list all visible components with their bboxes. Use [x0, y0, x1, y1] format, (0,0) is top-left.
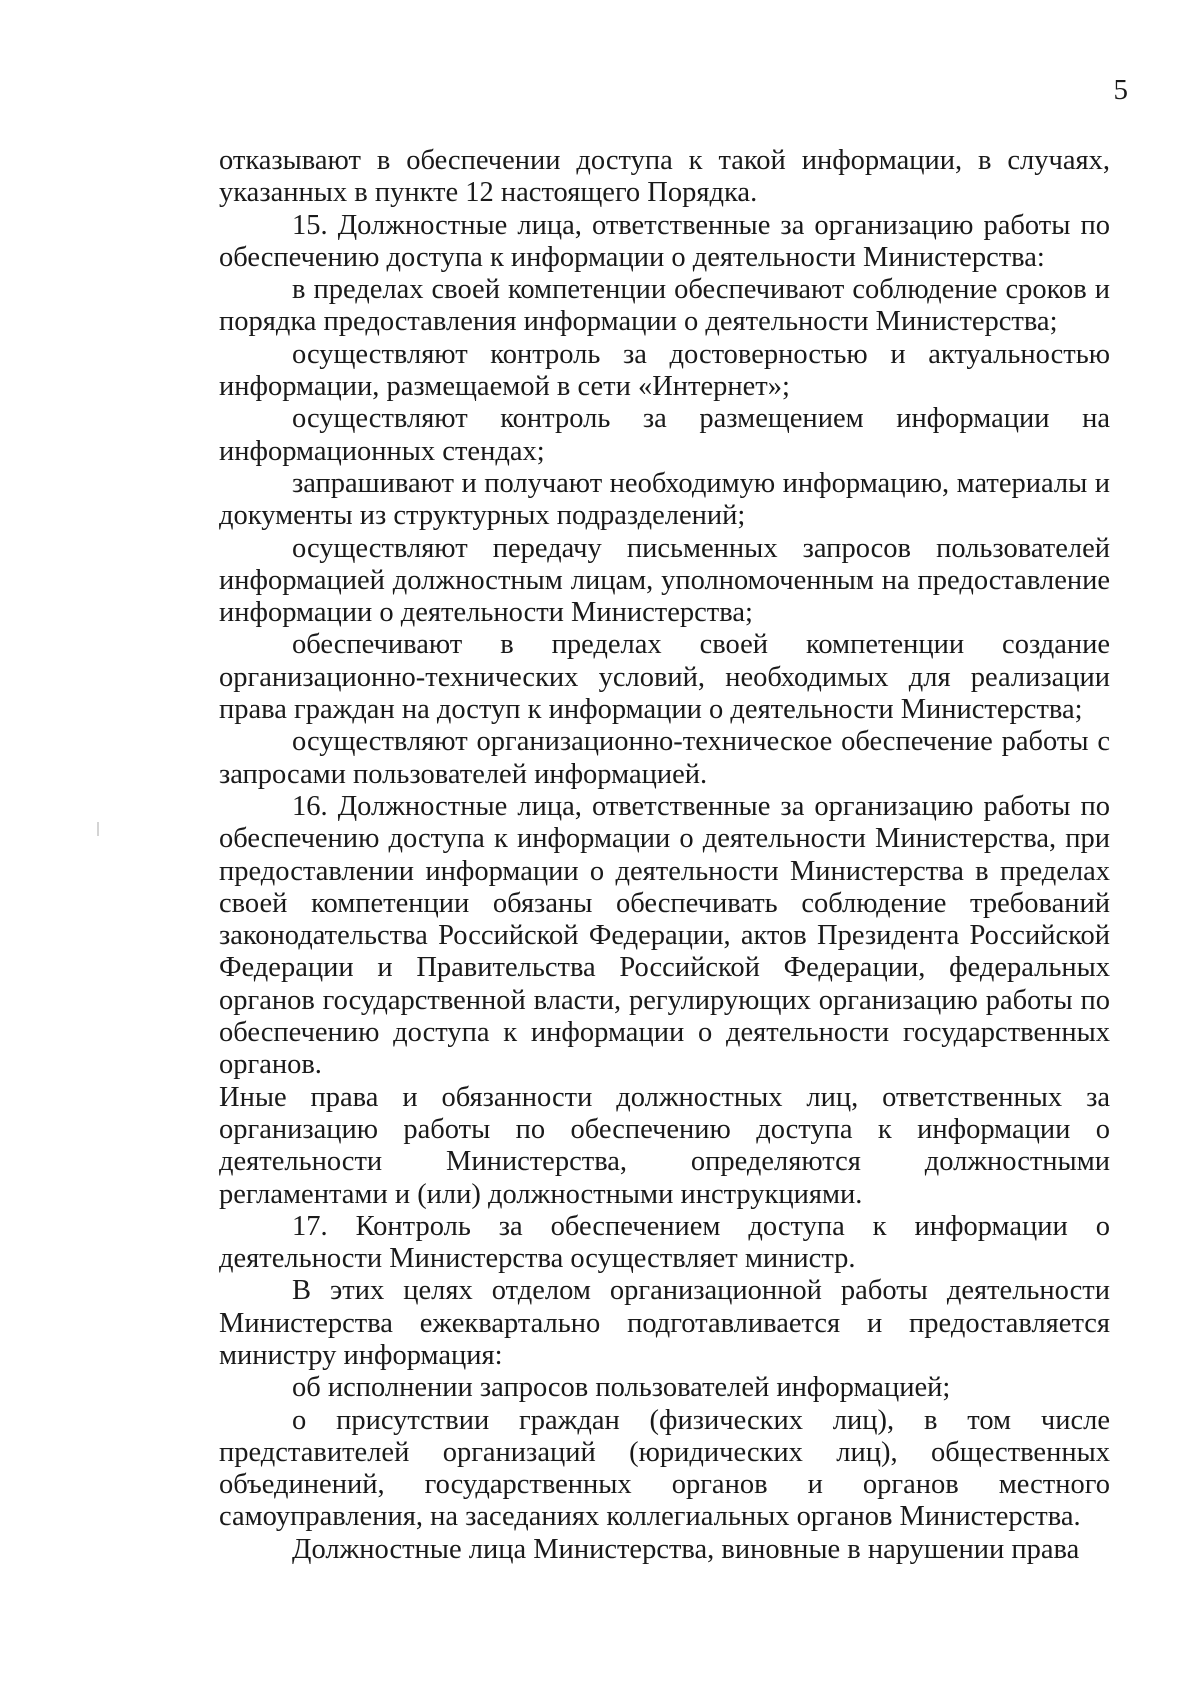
paragraph: отказывают в обеспечении доступа к такой информации, в случаях, указанных в пункте 12 настоящего Порядка. [219, 145, 1110, 209]
paragraph: о присутствии граждан (физических лиц), в том числе представителей организаций (юридических лиц), общественных объединений, государственных органов и органов местного самоуправления, на заседаниях коллегиальных органов Министерства. [219, 1404, 1110, 1533]
paragraph: об исполнении запросов пользователей информацией; [292, 1372, 951, 1404]
paragraph: В этих целях отделом организационной работы деятельности Министерства ежеквартально подготавливается и предоставляется министру информация: [219, 1275, 1110, 1371]
paragraph: запрашивают и получают необходимую информацию, материалы и документы из структурных подразделений; [219, 467, 1110, 532]
paragraph: Должностные лица Министерства, виновные в нарушении права [292, 1533, 1080, 1565]
paragraph-item-15: 15. Должностные лица, ответственные за организацию работы по обеспечению доступа к информации о деятельности Министерства: [219, 209, 1110, 273]
paragraph-item-17: 17. Контроль за обеспечением доступа к информации о деятельности Министерства осуществляет министр. [219, 1210, 1110, 1275]
paragraph: осуществляют контроль за достоверностью и актуальностью информации, размещаемой в сети «Интернет»; [219, 338, 1110, 403]
page-number: 5 [1113, 74, 1128, 106]
document-body [219, 145, 1110, 1566]
paragraph: обеспечивают в пределах своей компетенции создание организационно-технических условий, необходимых для реализации права граждан на доступ к информации о деятельности Министерства; [219, 629, 1110, 726]
scan-mark [97, 822, 99, 836]
paragraph-item-16: 16. Должностные лица, ответственные за организацию работы по обеспечению доступа к информации о деятельности Министерства, при предоставлении информации о деятельности Министерства в пределах своей компетенции обязаны обеспечивать соблюдение требований законодательства Российской Федерации, актов Президента Российской Федерации и Правительства Российской Федерации, федеральных органов государственной власти, регулирующих организацию работы по обеспечению доступа к информации о деятельности государственных органов. [219, 790, 1110, 1081]
paragraph: осуществляют контроль за размещением информации на информационных стендах; [219, 403, 1110, 467]
paragraph: осуществляют передачу письменных запросов пользователей информацией должностным лицам, уполномоченным на предоставление информации о деятельности Министерства; [219, 532, 1110, 629]
paragraph: Иные права и обязанности должностных лиц, ответственных за организацию работы по обеспечению доступа к информации о деятельности Министерства, определяются должностными регламентами и (или) должностными инструкциями. [219, 1081, 1110, 1210]
paragraph: в пределах своей компетенции обеспечивают соблюдение сроков и порядка предоставления информации о деятельности Министерства; [219, 274, 1110, 338]
paragraph: осуществляют организационно-техническое обеспечение работы с запросами пользователей информацией. [219, 726, 1110, 790]
